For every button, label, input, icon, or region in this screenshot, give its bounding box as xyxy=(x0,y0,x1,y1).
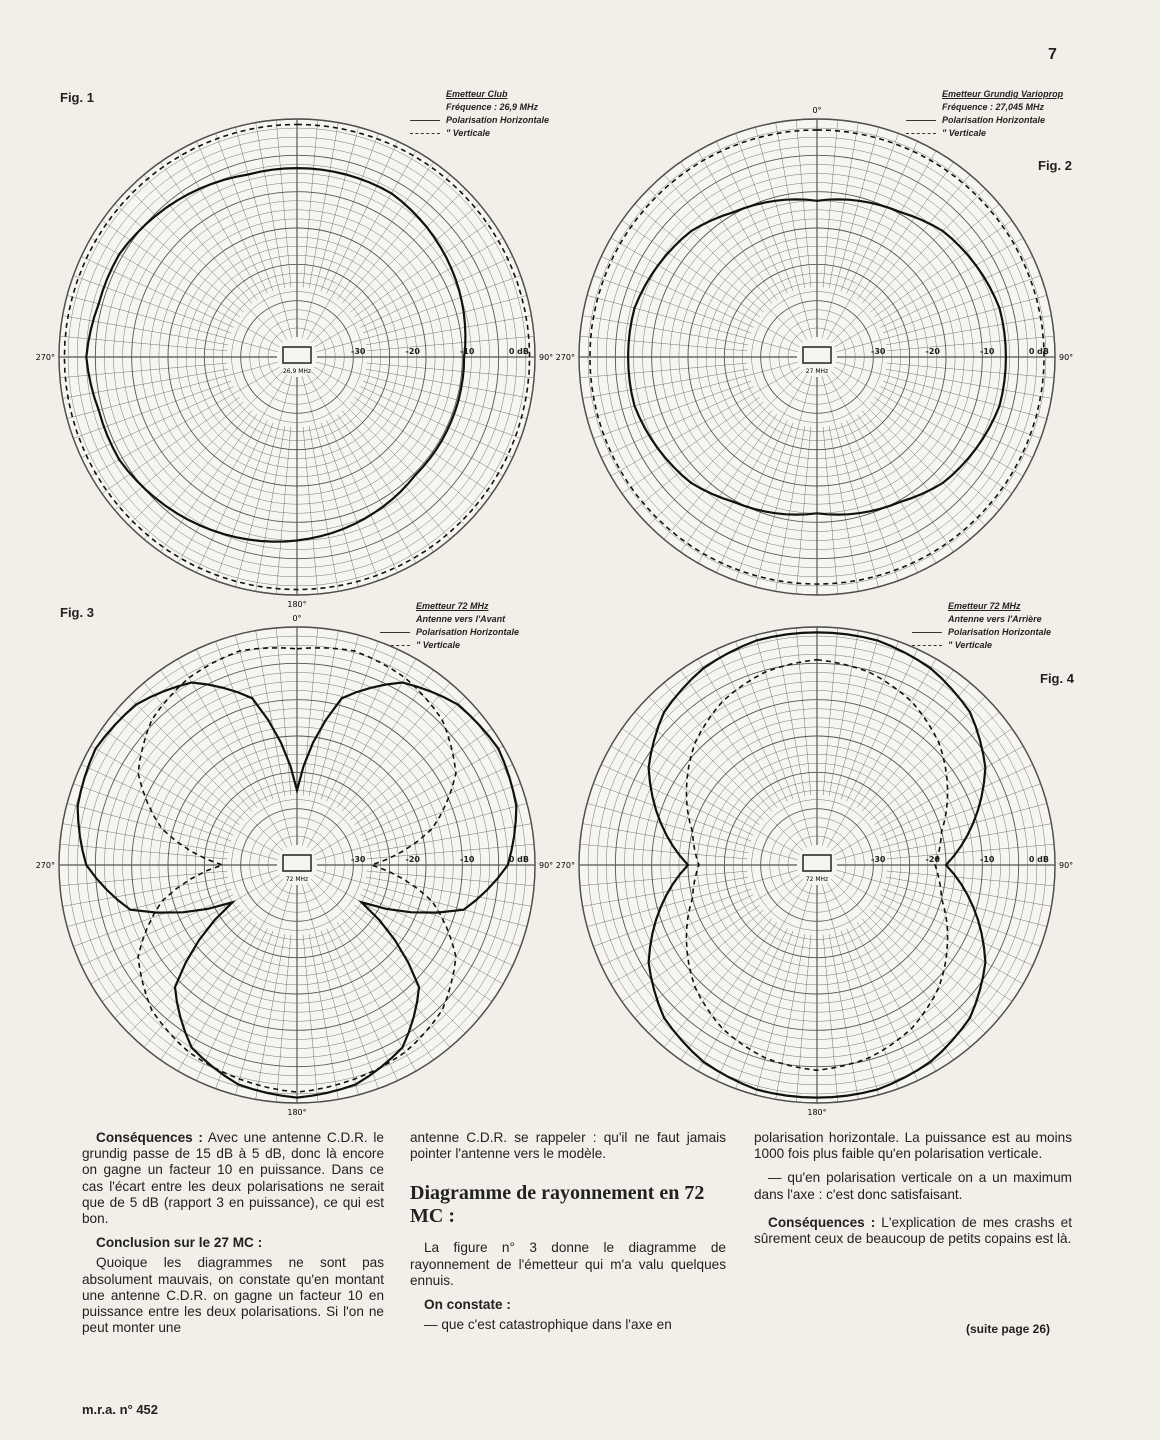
ring-label: -10 xyxy=(460,855,475,864)
angle-label-left: 270° xyxy=(35,353,55,362)
angle-label-right: 90° xyxy=(1059,861,1074,870)
ring-label: -20 xyxy=(925,855,940,864)
article-column-1 xyxy=(82,1130,384,1344)
transmitter-icon xyxy=(803,347,831,363)
ring-label: -10 xyxy=(460,347,475,356)
legend-line2: Polarisation Horizontale xyxy=(446,115,550,125)
ring-label: 0 dB xyxy=(508,855,529,864)
center-frequency-label: 72 MHz xyxy=(805,876,829,883)
legend-line2: Polarisation Horizontale xyxy=(948,627,1052,637)
ring-label: -20 xyxy=(405,855,420,864)
ring-label: 0 dB xyxy=(508,347,529,356)
transmitter-icon xyxy=(283,347,311,363)
center-frequency-label: 27 MHz xyxy=(805,368,829,375)
angle-label-right: 90° xyxy=(539,353,554,362)
angle-label-top: 0° xyxy=(292,614,302,623)
center-frequency-label: 26,9 MHz xyxy=(282,368,312,375)
article-column-2 xyxy=(410,1130,726,1341)
legend-line3: " Verticale xyxy=(446,128,490,138)
legend-line3: " Verticale xyxy=(942,128,986,138)
page-number: 7 xyxy=(1048,46,1057,63)
angle-label-bottom: 180° xyxy=(287,1108,307,1117)
legend-title: Emetteur Club xyxy=(446,89,508,99)
transmitter-icon xyxy=(803,855,831,871)
continued-note: (suite page 26) xyxy=(966,1322,1051,1336)
section-heading: Diagramme de rayonnement en 72 MC : xyxy=(410,1182,705,1228)
paragraph: Quoique les diagrammes ne sont pas absolument mauvais, on constate qu'en montant une antenne C.D.R. on gagne un facteur 10 en puissance entre les deux polarisations. Si l'on ne peut monter une xyxy=(82,1255,384,1336)
conclusion-heading: Conclusion sur le 27 MC : xyxy=(96,1235,263,1251)
fig-1-label: Fig. 1 xyxy=(60,90,94,105)
legend-line1: Fréquence : 27,045 MHz xyxy=(942,102,1045,112)
legend-title: Emetteur Grundig Varioprop xyxy=(942,89,1064,99)
paragraph: — qu'en polarisation verticale on a un maximum dans l'axe : c'est donc satisfaisant. xyxy=(754,1170,1072,1202)
legend-line1: Antenne vers l'Arrière xyxy=(948,614,1042,624)
paragraph: La figure n° 3 donne le diagramme de rayonnement de l'émetteur qui m'a valu quelques ennuis. xyxy=(410,1240,726,1288)
paragraph: antenne C.D.R. se rappeler : qu'il ne faut jamais pointer l'antenne vers le modèle. xyxy=(410,1130,726,1162)
legend-line3: " Verticale xyxy=(948,640,992,650)
ring-label: -30 xyxy=(351,855,366,864)
transmitter-icon xyxy=(283,855,311,871)
paragraph: — que c'est catastrophique dans l'axe en xyxy=(424,1317,672,1333)
fig-3-label: Fig. 3 xyxy=(60,605,94,620)
ring-label: 0 dB xyxy=(1028,347,1049,356)
legend-line2: Polarisation Horizontale xyxy=(942,115,1046,125)
consequences-lead: Conséquences : xyxy=(96,1130,203,1145)
angle-label-bottom: 180° xyxy=(287,600,307,609)
fig-2-label: Fig. 2 xyxy=(1038,158,1072,173)
paragraph: Avec une antenne C.D.R. le grundig passe de 15 dB à 5 dB, donc là encore on gagne un facteur 10 en puissance. Dans ce cas l'écart entre les deux polarisations ne serait que de 5 dB (rapport 3 en puissance), ce qui est bon. xyxy=(82,1130,384,1227)
ring-label: -10 xyxy=(980,855,995,864)
legend-line1: Antenne vers l'Avant xyxy=(416,614,506,624)
ring-label: -10 xyxy=(980,347,995,356)
paragraph: polarisation horizontale. La puissance est au moins 1000 fois plus faible qu'en polarisation verticale. xyxy=(754,1130,1072,1162)
angle-label-top: 0° xyxy=(812,106,822,115)
legend-title: Emetteur 72 MHz xyxy=(948,601,1021,611)
on-constate-heading: On constate : xyxy=(424,1297,511,1313)
ring-label: -20 xyxy=(405,347,420,356)
legend-line2: Polarisation Horizontale xyxy=(416,627,520,637)
article-column-3 xyxy=(754,1130,1072,1255)
legend-line1: Fréquence : 26,9 MHz xyxy=(446,102,539,112)
magazine-footer: m.r.a. n° 452 xyxy=(82,1402,159,1417)
angle-label-right: 90° xyxy=(539,861,554,870)
legend-line3: " Verticale xyxy=(416,640,460,650)
polar-plot-fig4 xyxy=(555,620,1074,1117)
angle-label-bottom: 180° xyxy=(807,1108,827,1117)
ring-label: -30 xyxy=(871,855,886,864)
angle-label-left: 270° xyxy=(555,861,575,870)
ring-label: -20 xyxy=(925,347,940,356)
angle-label-right: 90° xyxy=(1059,353,1074,362)
consequences-lead: Conséquences : xyxy=(768,1214,876,1230)
paragraph: L'explication de mes crashs et sûrement ceux de beaucoup de petits copains est là. xyxy=(754,1214,1073,1247)
fig-4-label: Fig. 4 xyxy=(1040,671,1074,686)
angle-label-left: 270° xyxy=(555,353,575,362)
ring-label: -30 xyxy=(351,347,366,356)
ring-label: 0 dB xyxy=(1028,855,1049,864)
ring-label: -30 xyxy=(871,347,886,356)
center-frequency-label: 72 MHz xyxy=(285,876,309,883)
angle-label-left: 270° xyxy=(35,861,55,870)
legend-title: Emetteur 72 MHz xyxy=(416,601,489,611)
